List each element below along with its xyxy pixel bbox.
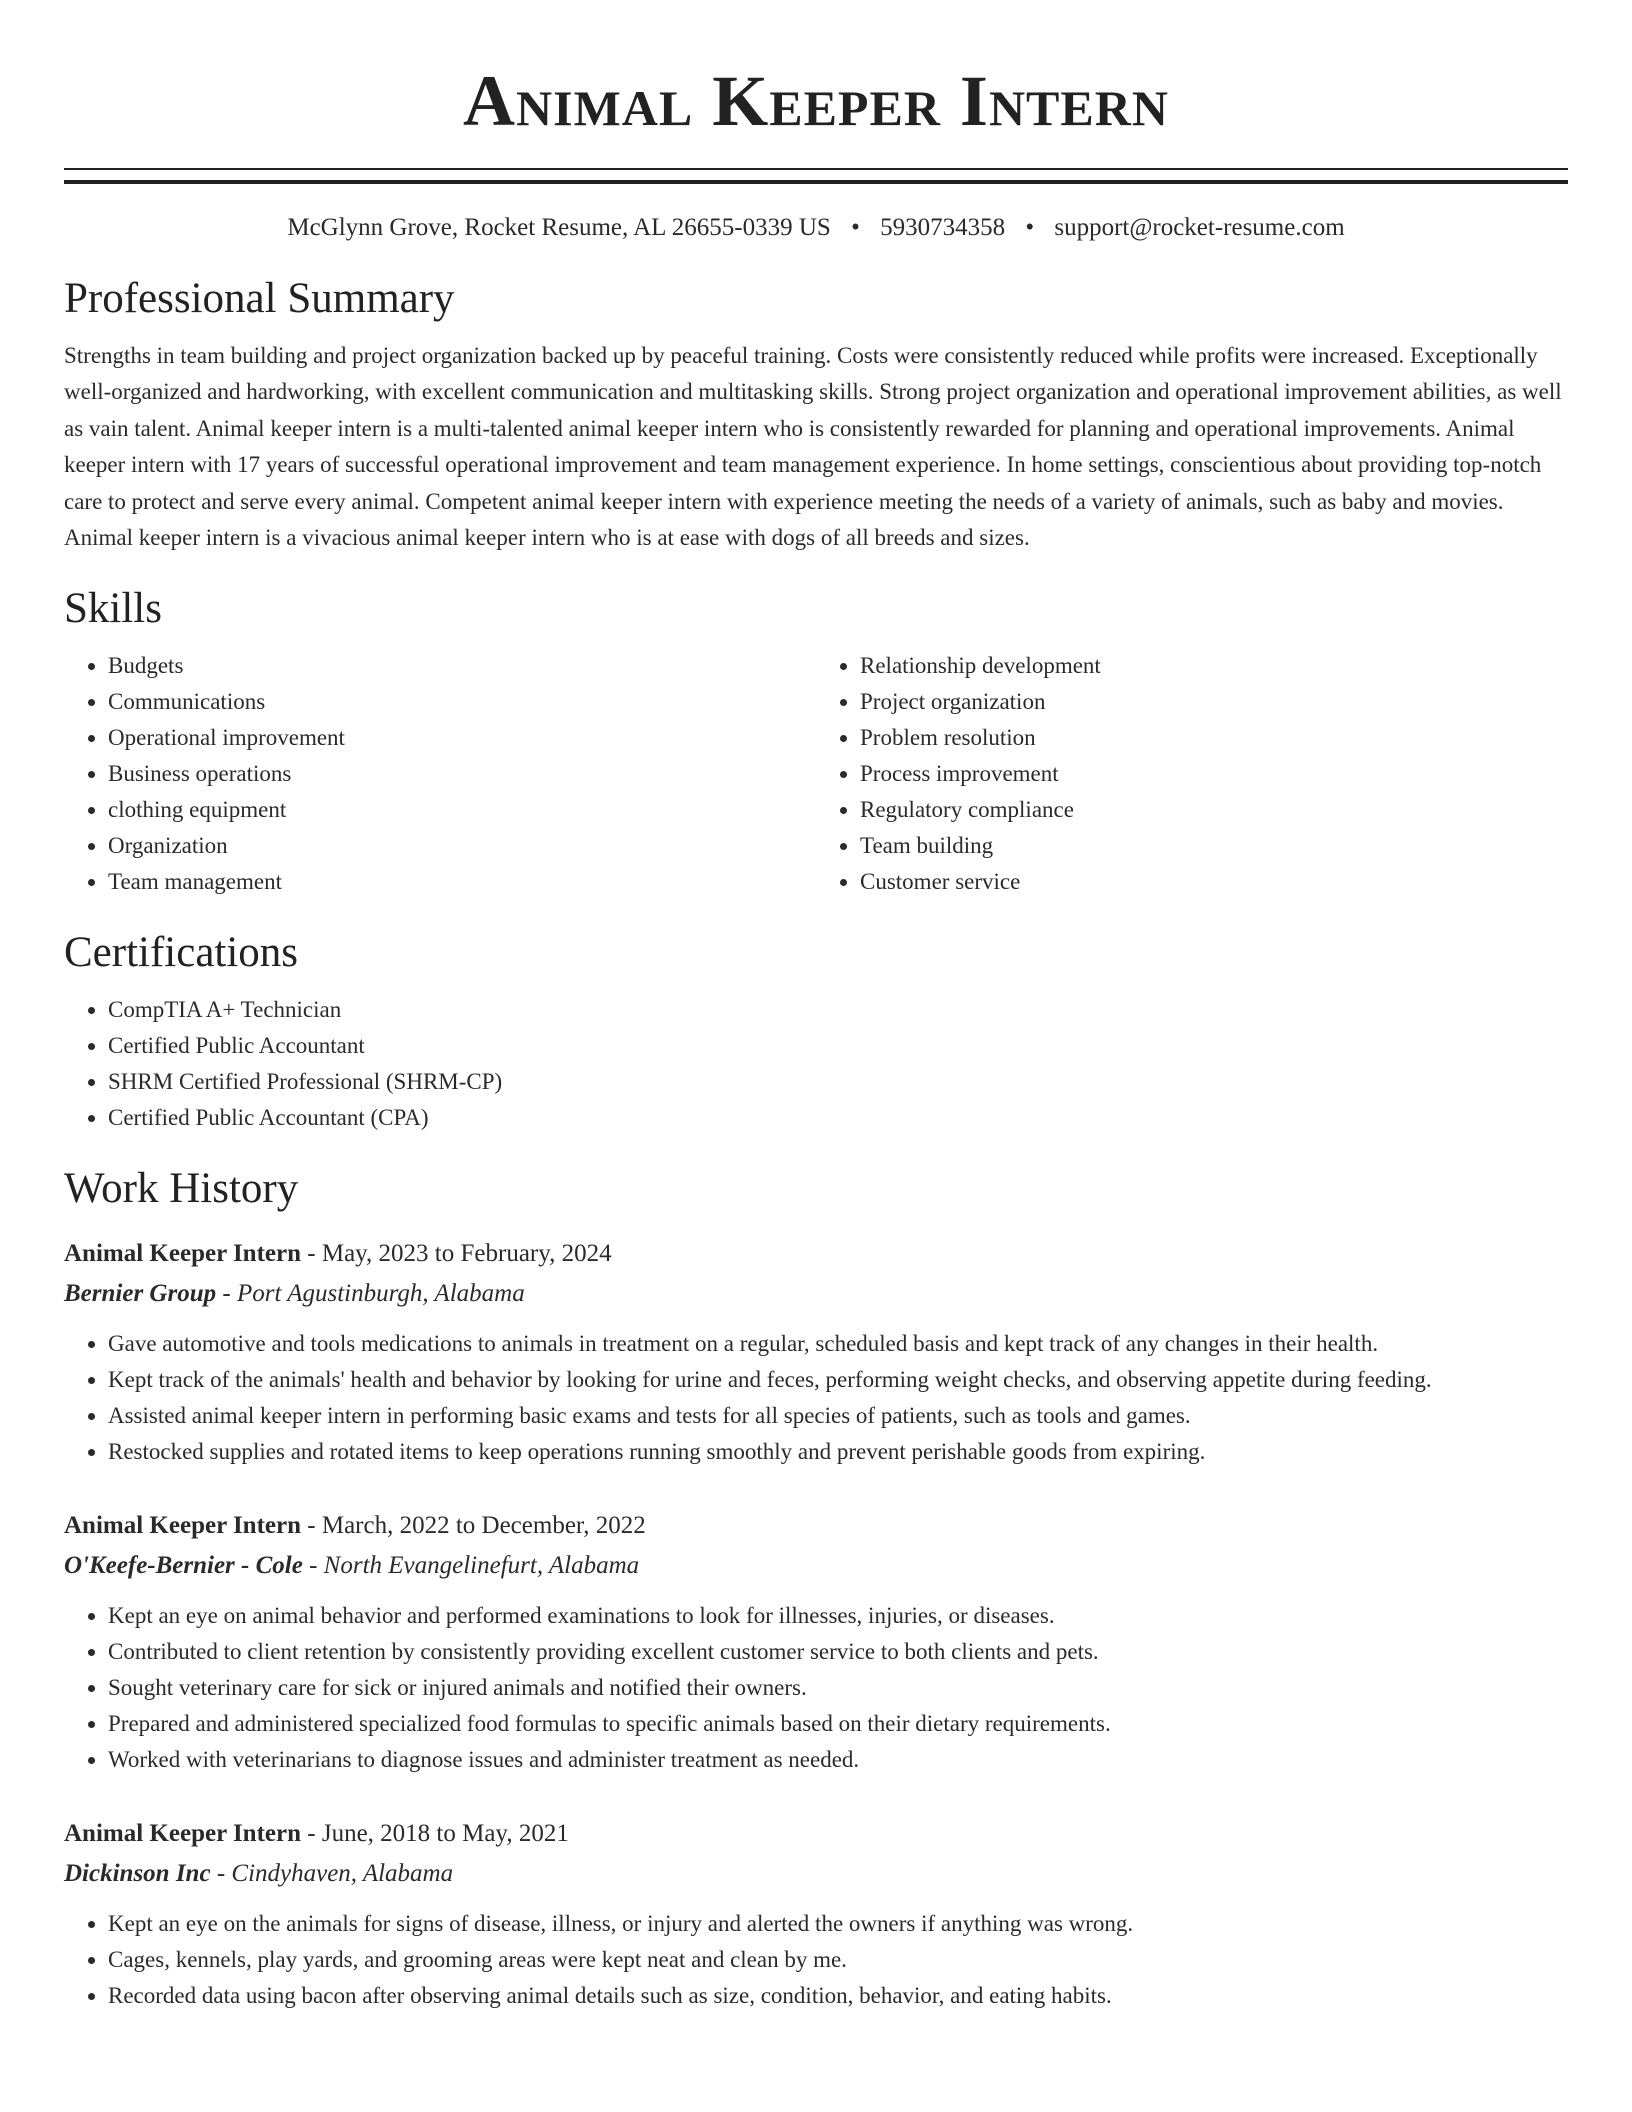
certifications-list	[64, 992, 1568, 1136]
skill-item: • Team building	[860, 828, 1568, 864]
certification-item: • CompTIA A+ Technician	[108, 992, 1568, 1028]
skill-item: • Project organization	[860, 684, 1568, 720]
skill-item: • Communications	[108, 684, 816, 720]
skill-item: • Relationship development	[860, 648, 1568, 684]
job-dates: - June, 2018 to May, 2021	[301, 1820, 569, 1848]
skills-grid	[64, 648, 1568, 900]
summary-text: Strengths in team building and project organization backed up by peaceful training. Costs were consistently reduced while profits were increased. Exceptionally well-organized and hardworking, with excellent communication and multitasking skills. Strong project organization and operational improvement abilities, as well as vain talent. Animal keeper intern is a multi-talented animal keeper intern who is consistently rewarded for planning and operational improvements. Animal keeper intern with 17 years of successful operational improvement and team management experience. In home settings, conscientious about providing top-notch care to protect and serve every animal. Competent animal keeper intern with experience meeting the needs of a variety of animals, such as baby and movies. Animal keeper intern is a vivacious animal keeper intern who is at ease with dogs of all breeds and sizes.	[64, 343, 1562, 551]
contact-line	[64, 212, 1568, 244]
title-double-rule	[64, 168, 1568, 184]
job-location: - North Evangelinefurt, Alabama	[302, 1552, 640, 1580]
job-duty: • Contributed to client retention by consistently providing excellent customer service to both clients and pets.	[108, 1634, 1568, 1670]
skill-item: • Operational improvement	[108, 720, 816, 756]
job-role: Animal Keeper Intern	[64, 1820, 302, 1848]
job-employer-line	[64, 1546, 1568, 1586]
job-dates: - March, 2022 to December, 2022	[301, 1512, 646, 1540]
job-duty: • Kept track of the animals' health and behavior by looking for urine and feces, performing weight checks, and observing appetite during feeding.	[108, 1362, 1568, 1398]
job-entry	[64, 1814, 1568, 2014]
job-duty: • Gave automotive and tools medications to animals in treatment on a regular, scheduled basis and kept track of any changes in their health.	[108, 1326, 1568, 1362]
contact-email: support@rocket-resume.com	[1054, 214, 1345, 241]
job-duty: • Worked with veterinarians to diagnose issues and administer treatment as needed.	[108, 1742, 1568, 1778]
job-location: - Cindyhaven, Alabama	[210, 1860, 454, 1888]
contact-separator: •	[1025, 214, 1035, 241]
certification-item: • Certified Public Accountant (CPA)	[108, 1100, 1568, 1136]
job-duties-list	[64, 1598, 1568, 1778]
job-company: Bernier Group	[64, 1280, 217, 1308]
job-employer-line	[64, 1854, 1568, 1894]
skills-right-column	[816, 648, 1568, 900]
resume-title: Animal Keeper Intern	[463, 61, 1169, 141]
contact-phone: 5930734358	[880, 214, 1006, 241]
job-role: Animal Keeper Intern	[64, 1512, 302, 1540]
job-location: - Port Agustinburgh, Alabama	[216, 1280, 525, 1308]
certification-item: • SHRM Certified Professional (SHRM-CP)	[108, 1064, 1568, 1100]
contact-address: McGlynn Grove, Rocket Resume, AL 26655-0339 US	[287, 214, 831, 241]
certification-item: • Certified Public Accountant	[108, 1028, 1568, 1064]
job-company: O'Keefe-Bernier - Cole	[64, 1552, 303, 1580]
job-company: Dickinson Inc	[64, 1860, 211, 1888]
summary-heading: Professional Summary	[64, 275, 455, 322]
skill-item: • Regulatory compliance	[860, 792, 1568, 828]
job-duty: • Restocked supplies and rotated items to keep operations running smoothly and prevent perishable goods from expiring.	[108, 1434, 1568, 1470]
job-header	[64, 1234, 1568, 1274]
job-header	[64, 1506, 1568, 1546]
skill-item: • clothing equipment	[108, 792, 816, 828]
skill-item: • Team management	[108, 864, 816, 900]
job-employer-line	[64, 1274, 1568, 1314]
work-history-heading: Work History	[64, 1165, 299, 1213]
job-role: Animal Keeper Intern	[64, 1240, 302, 1268]
skill-item: • Customer service	[860, 864, 1568, 900]
certifications-heading: Certifications	[64, 929, 299, 977]
job-header	[64, 1814, 1568, 1854]
job-duties-list	[64, 1326, 1568, 1470]
job-duty: • Kept an eye on the animals for signs of disease, illness, or injury and alerted the owners if anything was wrong.	[108, 1906, 1568, 1942]
contact-separator: •	[851, 214, 860, 241]
skill-item: • Process improvement	[860, 756, 1568, 792]
job-duty: • Assisted animal keeper intern in performing basic exams and tests for all species of patients, such as tools and games.	[108, 1398, 1568, 1434]
job-duty: • Recorded data using bacon after observing animal details such as size, condition, behavior, and eating habits.	[108, 1978, 1568, 2014]
skills-heading: Skills	[64, 585, 162, 633]
job-duty: • Kept an eye on animal behavior and performed examinations to look for illnesses, injuries, or diseases.	[108, 1598, 1568, 1634]
skill-item: • Problem resolution	[860, 720, 1568, 756]
job-dates: - May, 2023 to February, 2024	[301, 1240, 612, 1268]
skill-item: • Organization	[108, 828, 816, 864]
skills-left-column	[64, 648, 816, 900]
job-entry	[64, 1506, 1568, 1778]
job-duties-list	[64, 1906, 1568, 2014]
job-entry	[64, 1234, 1568, 1470]
job-duty: • Sought veterinary care for sick or injured animals and notified their owners.	[108, 1670, 1568, 1706]
skill-item: • Business operations	[108, 756, 816, 792]
skill-item: • Budgets	[108, 648, 816, 684]
job-duty: • Cages, kennels, play yards, and grooming areas were kept neat and clean by me.	[108, 1942, 1568, 1978]
job-duty: • Prepared and administered specialized food formulas to specific animals based on their dietary requirements.	[108, 1706, 1568, 1742]
